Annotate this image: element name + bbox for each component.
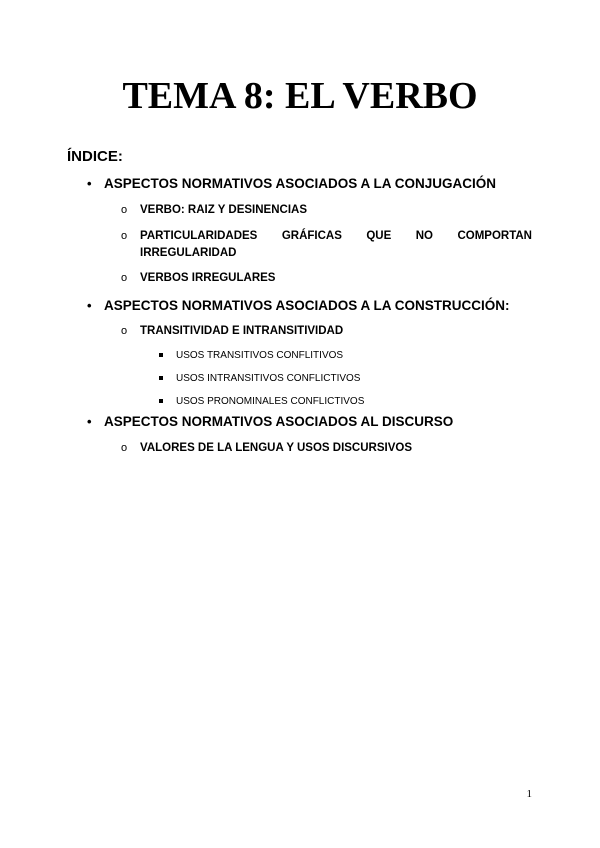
sub-list-item [176,395,364,409]
item-label: VERBOS IRREGULARES [140,272,276,284]
bullet-square-icon [159,353,163,357]
section-label: ASPECTOS NORMATIVOS ASOCIADOS A LA CONJUGACIÓN [104,176,497,191]
sub-list-item [176,372,360,386]
item-label: PARTICULARIDADES GRÁFICAS QUE NO COMPORTAN IRREGULARIDAD [140,230,532,259]
bullet-circle-icon: o [121,272,128,284]
index-heading: ÍNDICE: [67,148,123,165]
section-construccion [87,297,510,315]
section-conjugacion [87,175,497,193]
item-label: TRANSITIVIDAD E INTRANSITIVIDAD [140,325,344,337]
subitem-label: USOS PRONOMINALES CONFLICTIVOS [176,396,365,407]
subitem-label: USOS INTRANSITIVOS CONFLICTIVOS [176,373,361,384]
bullet-disc-icon: • [87,414,92,429]
bullet-square-icon [159,399,163,403]
list-item [121,202,532,219]
list-item [121,440,532,457]
page-title: TEMA 8: EL VERBO [122,75,478,117]
list-item [121,228,532,262]
list-item [121,323,532,340]
bullet-square-icon [159,376,163,380]
bullet-disc-icon: • [87,298,92,313]
sub-list-item [176,349,343,363]
bullet-circle-icon: o [121,442,128,454]
item-label: VERBO: RAIZ Y DESINENCIAS [140,204,307,216]
bullet-circle-icon: o [121,204,128,216]
item-label: VALORES DE LA LENGUA Y USOS DISCURSIVOS [140,442,412,454]
page-number: 1 [526,788,532,800]
section-label: ASPECTOS NORMATIVOS ASOCIADOS AL DISCURSO [104,414,454,429]
section-label: ASPECTOS NORMATIVOS ASOCIADOS A LA CONSTRUCCIÓN: [104,298,510,313]
subitem-label: USOS TRANSITIVOS CONFLITIVOS [176,350,344,361]
section-discurso [87,413,454,431]
bullet-disc-icon: • [87,176,92,191]
bullet-circle-icon: o [121,230,128,242]
bullet-circle-icon: o [121,325,128,337]
list-item [121,270,532,287]
